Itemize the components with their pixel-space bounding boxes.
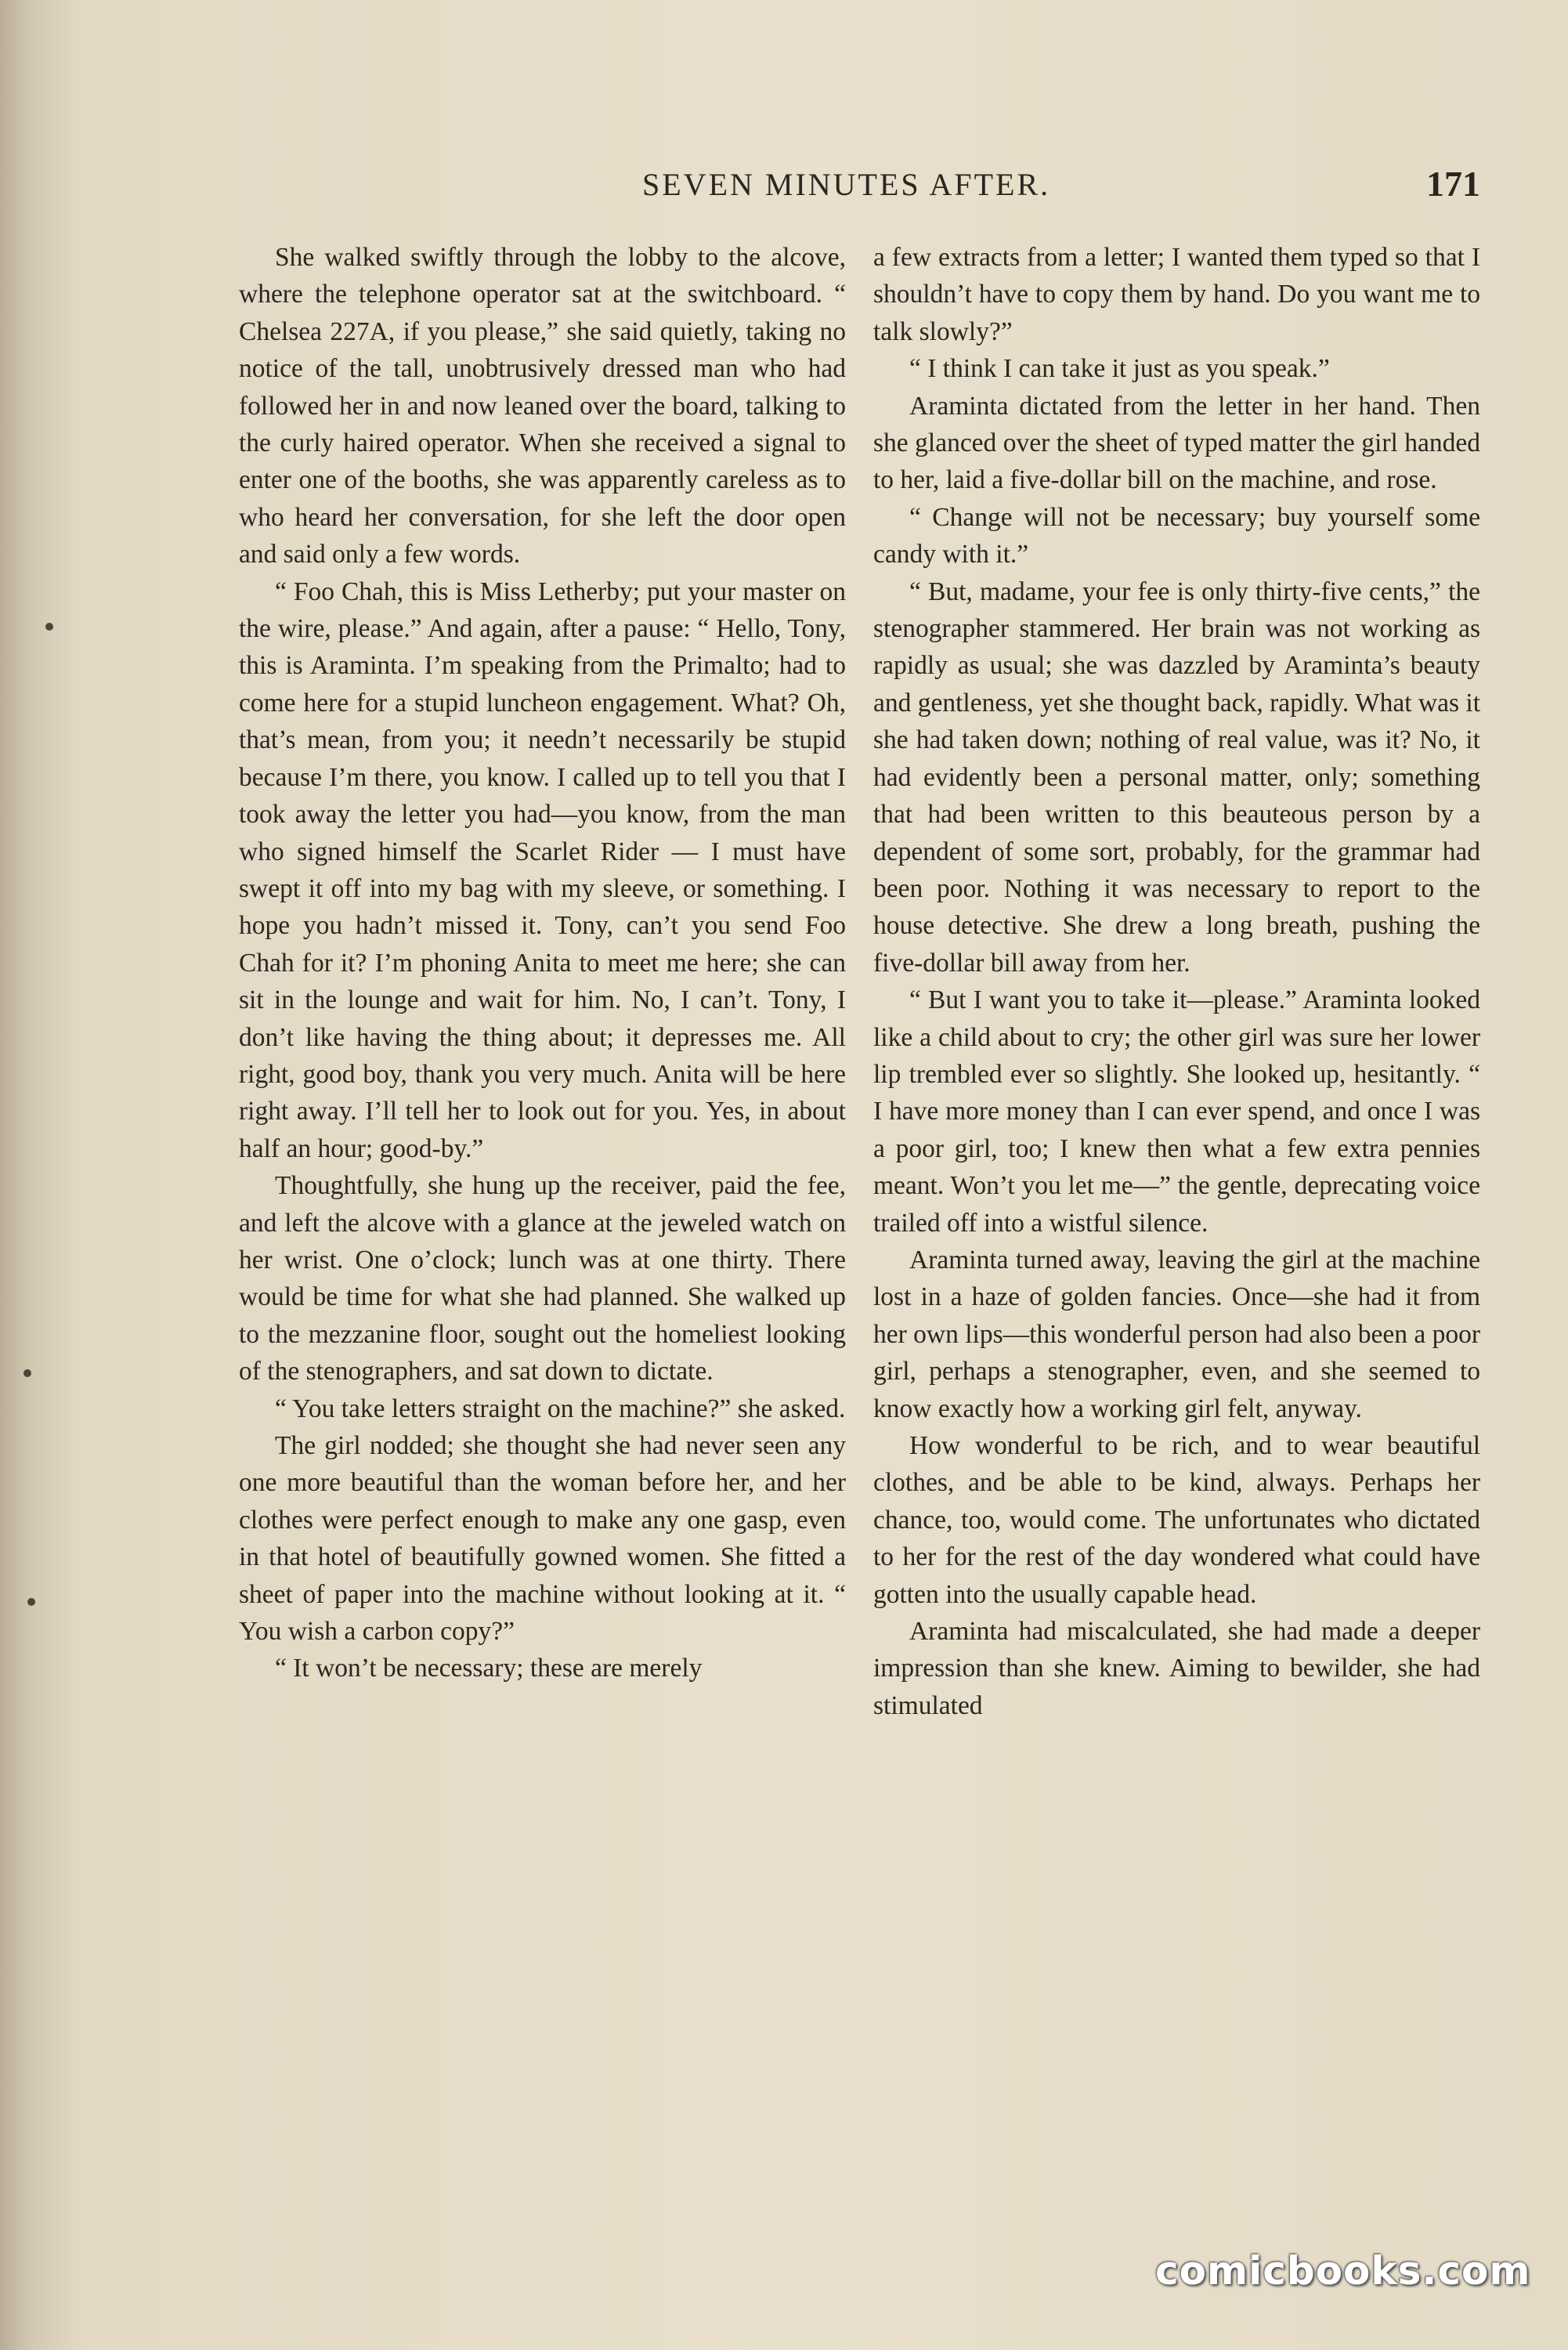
paragraph: Araminta turned away, leaving the girl at the machine lost in a haze of golden fancies. Once—she had it from her own lips—this wonderful person had also been a poor girl, perhaps a stenographer, even, and she seemed to know exactly how a working girl felt, anyway.: [873, 1245, 1480, 1423]
paragraph: “ You take letters straight on the machine?” she asked.: [275, 1394, 846, 1423]
paragraph: The girl nodded; she thought she had never seen any one more beautiful than the woman before her, and her clothes were perfect enough to make any one gasp, even in that hotel of beautifully gowned women. She fitted a sheet of paper into the machine without looking at it. “ You wish a carbon copy?”: [239, 1431, 846, 1647]
paragraph: “ Change will not be necessary; buy yourself some candy with it.”: [873, 502, 1480, 569]
margin-speck: [45, 623, 53, 631]
running-title: SEVEN MINUTES AFTER.: [642, 167, 1051, 202]
watermark-logo: comicbooks.com: [1155, 2248, 1531, 2294]
paragraph: “ But I want you to take it—please.” Araminta looked like a child about to cry; the other girl was sure her lower lip trembled ever so slightly. She looked up, hesitantly. “ I have more money than I can ever spend, and once I was a poor girl, too; I knew then what a few extra pennies meant. Won’t you let me—” the gentle, deprecating voice trailed off into a wistful silence.: [873, 985, 1480, 1238]
right-text-column: [873, 239, 1480, 2182]
paragraph: a few extracts from a letter; I wanted them typed so that I shouldn’t have to copy them by hand. Do you want me to talk slowly?”: [873, 243, 1480, 346]
page-number: 171: [1426, 164, 1480, 204]
paragraph: “ It won’t be necessary; these are merely: [275, 1654, 703, 1683]
paragraph: Araminta dictated from the letter in her hand. Then she glanced over the sheet of typed matter the girl handed to her, laid a five-dollar bill on the machine, and rose.: [873, 391, 1480, 495]
left-text-column: [239, 239, 846, 2182]
margin-speck: [23, 1369, 31, 1377]
margin-speck: [27, 1598, 35, 1606]
paragraph: Araminta had miscalculated, she had made a deeper impression than she knew. Aiming to bewilder, she had stimulated: [873, 1617, 1480, 1720]
paragraph: How wonderful to be rich, and to wear beautiful clothes, and be able to be kind, always. Perhaps her chance, too, would come. The unfortunates who dictated to her for the rest of the day wondered what could have gotten into the usually capable head.: [873, 1431, 1480, 1609]
paragraph: “ But, madame, your fee is only thirty-five cents,” the stenographer stammered. Her brain was not working as rapidly as usual; she was dazzled by Araminta’s beauty and gentleness, yet she thought back, rapidly. What was it she had taken down; nothing of real value, was it? No, it had evidently been a personal matter, only; something that had been written to this beauteous person by a dependent of some sort, probably, for the grammar had been poor. Nothing it was necessary to report to the house detective. She drew a long breath, pushing the five-dollar bill away from her.: [873, 577, 1480, 978]
paragraph: Thoughtfully, she hung up the receiver, paid the fee, and left the alcove with a glance at the jeweled watch on her wrist. One o’clock; lunch was at one thirty. There would be time for what she had planned. She walked up to the mezzanine floor, sought out the homeliest looking of the stenographers, and sat down to dictate.: [239, 1171, 846, 1386]
page-header: [235, 166, 1488, 213]
paragraph: “ I think I can take it just as you speak.”: [909, 354, 1330, 384]
paragraph: She walked swiftly through the lobby to the alcove, where the telephone operator sat at the switchboard. “ Chelsea 227A, if you please,” she said quietly, taking no notice of the tall, unobtrusively dressed man who had followed her in and now leaned over the board, talking to the curly haired operator. When she received a signal to enter one of the booths, she was apparently careless as to who heard her conversation, for she left the door open and said only a few words.: [239, 243, 846, 569]
paragraph: “ Foo Chah, this is Miss Letherby; put your master on the wire, please.” And again, after a pause: “ Hello, Tony, this is Araminta. I’m speaking from the Primalto; had to come here for a stupid luncheon engagement. What? Oh, that’s mean, from you; it needn’t necessarily be stupid because I’m there, you know. I called up to tell you that I took away the letter you had—you know, from the man who signed himself the Scarlet Rider — I must have swept it off into my bag with my sleeve, or something. I hope you hadn’t missed it. Tony, can’t you send Foo Chah for it? I’m phoning Anita to meet me here; she can sit in the lounge and wait for him. No, I can’t. Tony, I don’t like having the thing about; it depresses me. All right, good boy, thank you very much. Anita will be here right away. I’ll tell her to look out for you. Yes, in about half an hour; good-by.”: [239, 577, 846, 1163]
